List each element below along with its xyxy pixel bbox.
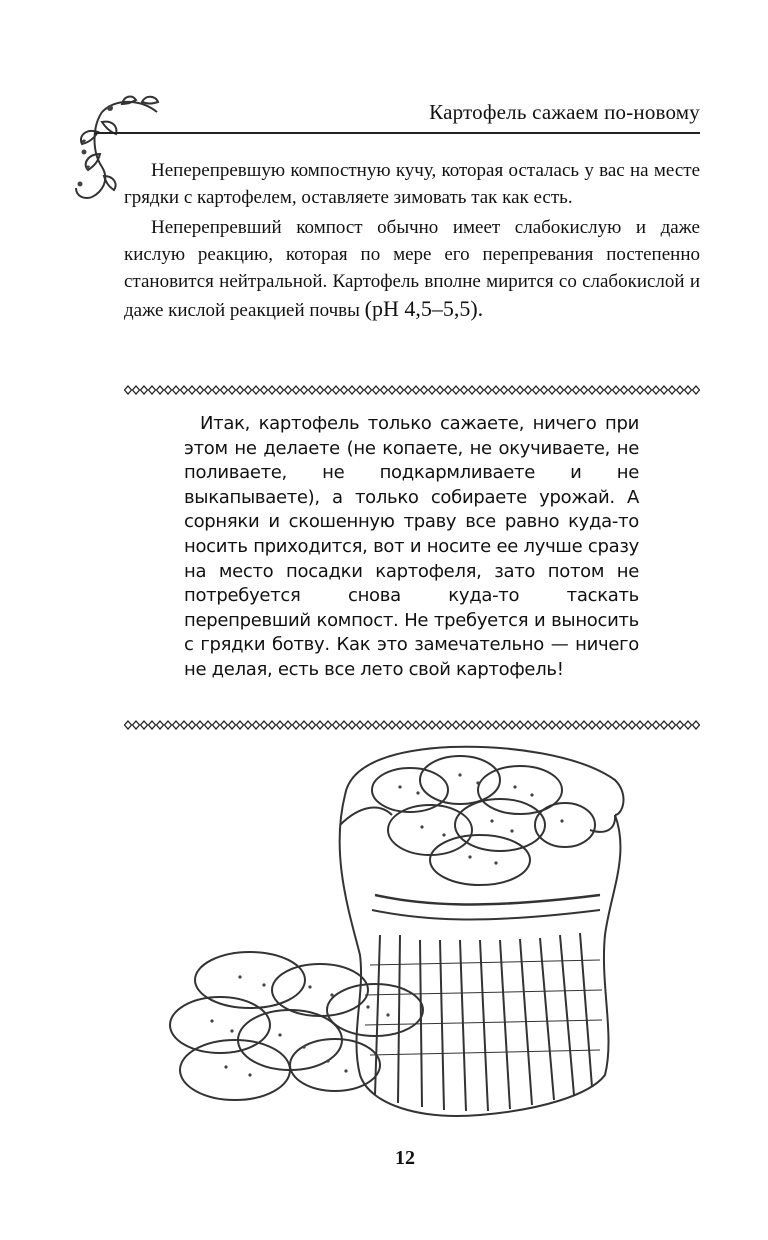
callout-text: Итак, картофель только сажаете, ничего при этом не делаете (не копаете, не окучиваете, не поливаете, не подкармливаете и не выкапываете), а только собираете урожай. А сорняки и скошенную траву все равно куда-то носить приходится, вот и носите ее лучше сразу на место посадки картофеля, зато потом не потребуется снова куда-то таскать перепревший компост. Не требуется и выносить с грядки ботву. Как это замечательно — ничего не делая, есть все лето свой картофель! xyxy=(184,413,639,680)
page-number: 12 xyxy=(395,1147,415,1169)
header-rule xyxy=(95,132,700,134)
callout-box xyxy=(184,412,639,683)
paragraph-2 xyxy=(124,214,700,324)
potato-sack-illustration xyxy=(160,735,630,1155)
ph-range: (рН 4,5–5,5). xyxy=(364,296,484,321)
running-header: Картофель сажаем по-новому xyxy=(429,100,700,124)
divider-bottom xyxy=(124,720,700,730)
main-text xyxy=(124,157,700,324)
paragraph-2-text: Неперепревший компост обычно имеет слабокислую и даже кислую реакцию, которая по мере его перепревания постепенно становится нейтральной. Картофель вполне мирится со слабокислой и даже кислой реакцией почвы xyxy=(124,217,700,321)
paragraph-1: Неперепревшую компостную кучу, которая осталась у вас на месте грядки с картофелем, оставляете зимовать так как есть. xyxy=(124,160,700,208)
divider-top xyxy=(124,385,700,395)
